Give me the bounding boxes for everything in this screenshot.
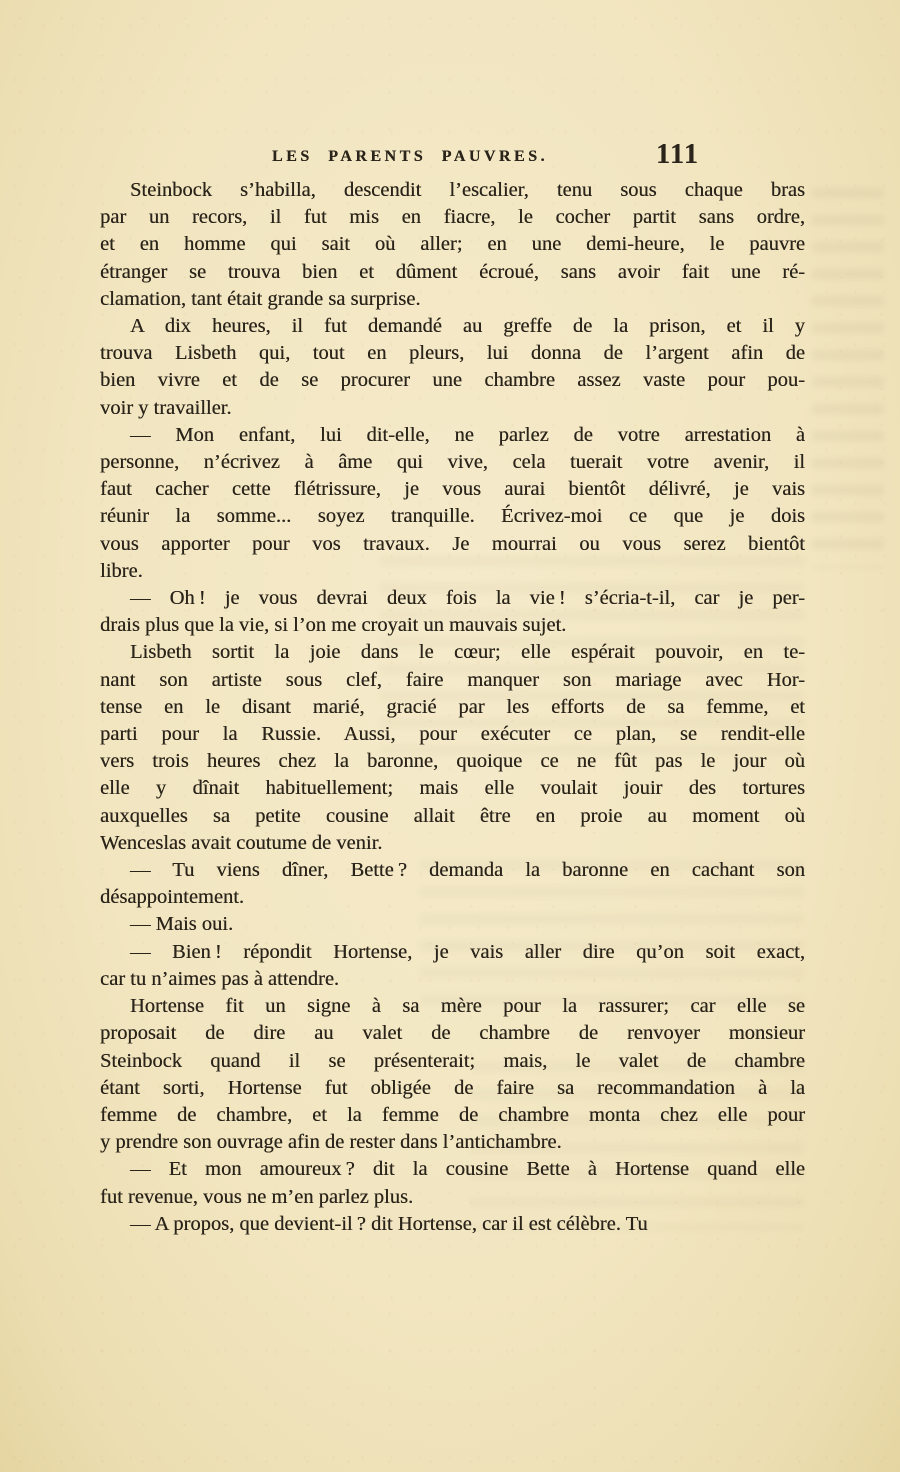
text-line: étranger se trouva bien et dûment écroué, sans avoir fait une ré- xyxy=(100,260,805,283)
paragraph xyxy=(100,857,805,911)
text-line: — Et mon amoureux ? dit la cousine Bette à Hortense quand elle xyxy=(130,1158,805,1181)
text-line: libre. xyxy=(100,559,143,582)
text-line: réunir la somme... soyez tranquille. Écrivez-moi ce que je dois xyxy=(100,505,805,528)
text-line: Hortense fit un signe à sa mère pour la rassurer; car elle se xyxy=(130,995,805,1018)
body-text xyxy=(100,177,805,1238)
text-line: — Tu viens dîner, Bette ? demanda la baronne en cachant son xyxy=(130,859,805,882)
text-line: bien vivre et de se procurer une chambre assez vaste pour pou- xyxy=(100,369,805,392)
running-header xyxy=(100,139,805,176)
text-line: vers trois heures chez la baronne, quoique ce ne fût pas le jour où xyxy=(100,750,805,773)
text-line: — Bien ! répondit Hortense, je vais aller dire qu’on soit exact, xyxy=(130,940,805,963)
text-line: — Mais oui. xyxy=(130,913,234,936)
text-line: elle y dînait habituellement; mais elle voulait jouir des tortures xyxy=(100,777,805,800)
paragraph xyxy=(100,1211,805,1238)
text-line: trouva Lisbeth qui, tout en pleurs, lui donna de l’argent afin de xyxy=(100,342,805,365)
paragraph xyxy=(100,177,805,313)
text-line: vous apporter pour vos travaux. Je mourrai ou vous serez bientôt xyxy=(100,532,805,555)
text-line: personne, n’écrivez à âme qui vive, cela tuerait votre avenir, il xyxy=(100,451,805,474)
text-line: A dix heures, il fut demandé au greffe de la prison, et il y xyxy=(130,315,805,338)
text-line: clamation, tant était grande sa surprise. xyxy=(100,287,421,310)
text-line: proposait de dire au valet de chambre de renvoyer monsieur xyxy=(100,1022,805,1045)
text-line: tense en le disant marié, gracié par les efforts de sa femme, et xyxy=(100,695,805,718)
text-line: Steinbock s’habilla, descendit l’escalier, tenu sous chaque bras xyxy=(130,179,805,201)
text-line: Steinbock quand il se présenterait; mais, le valet de chambre xyxy=(100,1049,805,1072)
text-line: voir y travailler. xyxy=(100,396,232,419)
text-line: — Oh ! je vous devrai deux fois la vie ! s’écria-t-il, car je per- xyxy=(130,587,805,610)
text-line: — Mon enfant, lui dit-elle, ne parlez de votre arrestation à xyxy=(130,423,805,446)
text-line: parti pour la Russie. Aussi, pour exécuter ce plan, se rendit-elle xyxy=(100,723,805,746)
text-line: drais plus que la vie, si l’on me croyait un mauvais sujet. xyxy=(100,614,567,637)
paragraph xyxy=(100,911,805,938)
text-line: femme de chambre, et la femme de chambre monta chez elle pour xyxy=(100,1103,805,1126)
text-line: nant son artiste sous clef, faire manquer son mariage avec Hor- xyxy=(100,668,805,691)
paragraph xyxy=(100,993,805,1156)
text-line: faut cacher cette flétrissure, je vous aurai bientôt délivré, je vais xyxy=(100,478,805,501)
text-line: et en homme qui sait où aller; en une demi-heure, le pauvre xyxy=(100,233,805,256)
paragraph xyxy=(100,585,805,639)
text-line: auxquelles sa petite cousine allait être en proie au moment où xyxy=(100,804,805,827)
page-number: 111 xyxy=(656,139,700,170)
paragraph xyxy=(100,313,805,422)
text-line: par un recors, il fut mis en fiacre, le cocher partit sans ordre, xyxy=(100,206,805,229)
text-line: étant sorti, Hortense fut obligée de faire sa recommandation à la xyxy=(100,1076,805,1099)
running-title: LES PARENTS PAUVRES. xyxy=(271,148,549,165)
text-line: fut revenue, vous ne m’en parlez plus. xyxy=(100,1185,414,1208)
paragraph xyxy=(100,639,805,857)
text-line: désappointement. xyxy=(100,886,245,909)
bleed-through-smudge xyxy=(812,188,884,568)
text-line: Lisbeth sortit la joie dans le cœur; elle espérait pouvoir, en te- xyxy=(130,641,805,664)
paragraph xyxy=(100,939,805,993)
paragraph xyxy=(100,422,805,585)
text-line: y prendre son ouvrage afin de rester dans l’antichambre. xyxy=(100,1131,562,1154)
text-line: car tu n’aimes pas à attendre. xyxy=(100,967,340,990)
text-line: — A propos, que devient-il ? dit Hortense, car il est célèbre. Tu xyxy=(130,1212,648,1235)
text-line: Wenceslas avait coutume de venir. xyxy=(100,831,383,854)
paragraph xyxy=(100,1156,805,1210)
